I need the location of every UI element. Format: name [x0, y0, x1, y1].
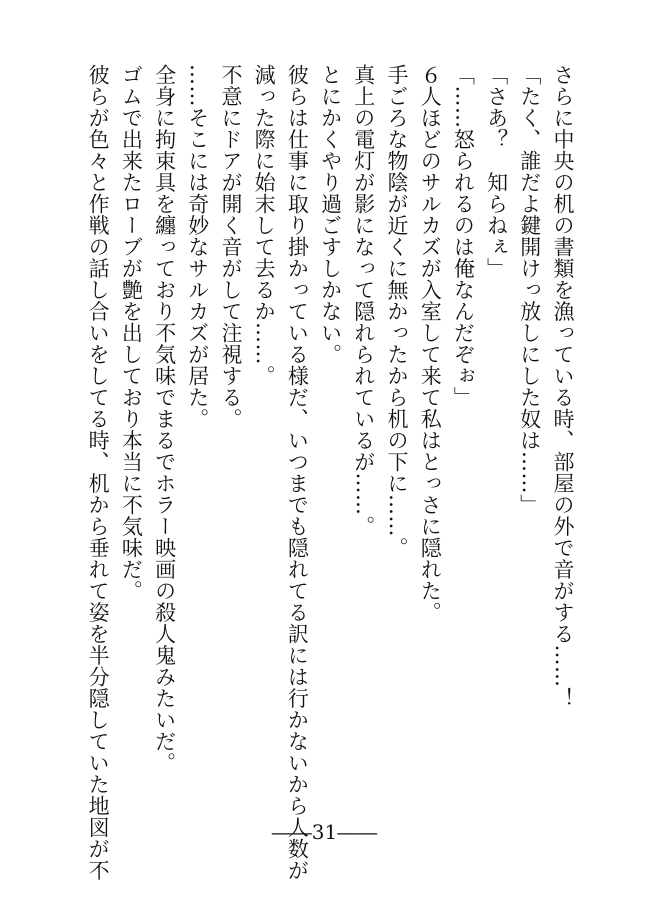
text-line-15: 彼らが色々と作戦の話し合いをしてる時、机から垂れて姿を半分隠していた地図が不 [86, 64, 111, 881]
text-line-7: 真上の電灯が影になって隠れられているが……。 [351, 64, 376, 537]
text-line-8: とにかくやり過ごすしかない。 [318, 64, 343, 365]
text-line-13: 全身に拘束具を纏っており不気味でまるでホラー映画の殺人鬼みたいだ。 [152, 64, 177, 774]
text-line-12: ……そこには奇妙なサルカズが居た。 [185, 64, 210, 430]
text-line-10: 減った際に始末して去るか……。 [252, 64, 277, 387]
text-line-4: 「……怒られるのは俺なんだぞぉ」 [451, 64, 476, 408]
text-line-11: 不意にドアが開く音がして注視する。 [218, 64, 243, 430]
text-line-5: ６人ほどのサルカズが入室して来て私はとっさに隠れた。 [418, 64, 443, 623]
text-line-9: 彼らは仕事に取り掛かっている様だ、いつまでも隠れてる訳には行かないから人数が [285, 64, 310, 881]
text-line-3: 「さあ？ 知らねぇ」 [484, 64, 509, 279]
text-line-1: さらに中央の机の書類を漁っている時、部屋の外で音がする……！ [551, 64, 575, 709]
text-line-14: ゴムで出来たローブが艶を出しており本当に不気味だ。 [119, 64, 144, 602]
text-line-2: 「たく、誰だよ鍵開けっ放しにした奴は……」 [517, 64, 542, 516]
page-number: ――31―― [271, 820, 378, 844]
text-line-6: 手ごろな物陰が近くに無かったから机の下に……。 [384, 64, 409, 559]
